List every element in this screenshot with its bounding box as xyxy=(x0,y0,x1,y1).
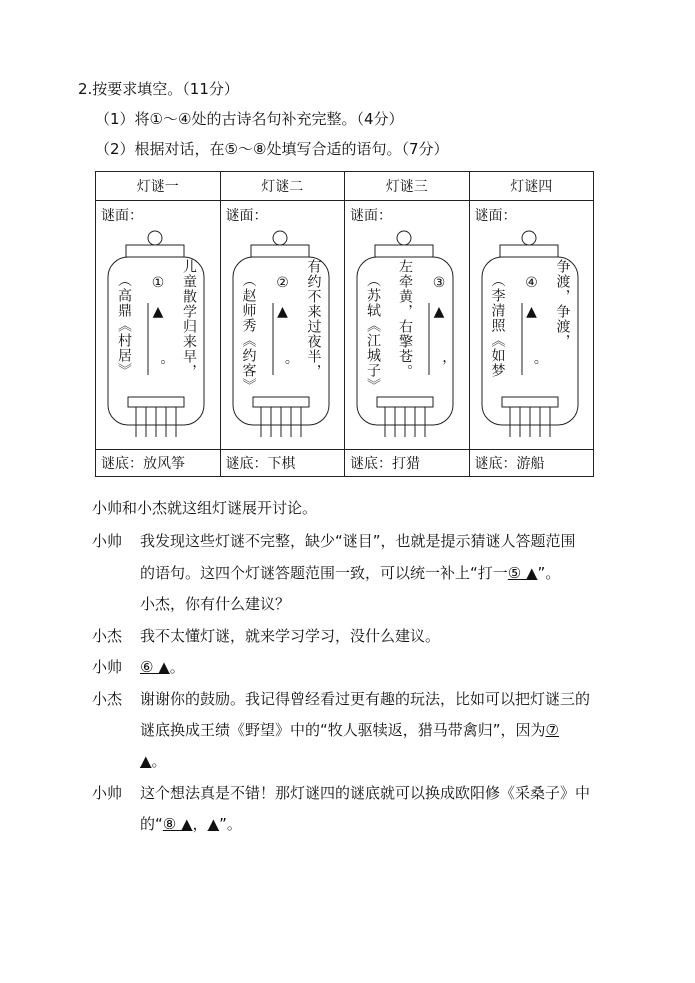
speaker-name: 小杰 xyxy=(92,690,123,708)
header-riddle-1: 灯谜一 xyxy=(96,172,221,201)
subquestion-2: （2）根据对话，在⑤～⑧处填写合适的语句。（7分） xyxy=(95,140,449,158)
face-label: 谜面： xyxy=(350,208,392,225)
riddle-face-2 xyxy=(220,201,345,450)
answer-blank-8b[interactable]: ▲ xyxy=(207,815,220,833)
header-riddle-4: 灯谜四 xyxy=(469,172,594,201)
dialog-intro: 小帅和小杰就这组灯谜展开讨论。 xyxy=(92,499,318,517)
triangle-marker: ▲ xyxy=(523,304,540,322)
dialog-line: 的语句。这四个灯谜答题范围一致，可以统一补上“打一⑤ ▲”。 xyxy=(140,564,561,582)
riddle-answer-3: 谜底：打猎 xyxy=(345,449,470,476)
speaker-name: 小帅 xyxy=(92,658,123,676)
lantern-icon xyxy=(221,223,345,437)
riddle-source: （高鼎《村居》 xyxy=(116,273,132,379)
dialog-line: 小帅 这个想法真是不错！那灯谜四的谜底就可以换成欧阳修《采桑子》中 xyxy=(92,784,591,802)
riddle-face-1 xyxy=(96,201,221,450)
dialog-line: 的“⑧ ▲，▲”。 xyxy=(140,815,242,833)
dialog-line: 小杰 谢谢你的鼓励。我记得曾经看过更有趣的玩法，比如可以把灯谜三的 xyxy=(92,690,591,708)
header-riddle-2: 灯谜二 xyxy=(220,172,345,201)
riddle-line: 争渡，争渡， xyxy=(554,259,571,350)
riddle-answer-2: 谜底：下棋 xyxy=(220,449,345,476)
answer-blank-5[interactable]: ⑤ ▲ xyxy=(507,564,538,582)
speaker-name: 小帅 xyxy=(92,784,123,802)
triangle-marker: ▲ xyxy=(431,304,447,322)
answer-blank-6[interactable]: ⑥ ▲ xyxy=(140,658,170,676)
blank-marker: ③ xyxy=(431,275,447,293)
answer-blank-7-cont[interactable]: ▲ xyxy=(140,752,152,770)
line-end-punct: 。 xyxy=(274,359,291,375)
riddle-source: （李清照《如梦 xyxy=(489,273,506,379)
line-end-punct: 。 xyxy=(150,359,166,375)
dialog-line: 小杰 我不太懂灯谜，就来学习学习，没什么建议。 xyxy=(92,627,441,645)
lantern-icon xyxy=(470,223,594,437)
triangle-marker: ▲ xyxy=(274,304,291,322)
speaker-name: 小杰 xyxy=(92,627,123,645)
riddle-line: 儿童散学归来早， xyxy=(181,259,197,380)
dialog-line: 小帅 ⑥ ▲。 xyxy=(92,658,185,676)
question-title: 2.按要求填空。（11分） xyxy=(78,80,239,98)
riddle-line: 有约不来过夜半， xyxy=(305,259,322,380)
riddle-answer-1: 谜底：放风筝 xyxy=(96,449,221,476)
dialog-line: 小帅 我发现这些灯谜不完整，缺少“谜目”，也就是提示猜谜人答题范围 xyxy=(92,532,576,550)
answer-blank-7[interactable]: ⑦ xyxy=(545,721,559,739)
subquestion-1: （1）将①～④处的古诗名句补充完整。（4分） xyxy=(95,110,404,128)
blank-marker: ④ xyxy=(523,275,540,293)
face-label: 谜面： xyxy=(225,208,268,225)
speaker-name: 小帅 xyxy=(92,532,123,550)
riddle-answer-4: 谜底：游船 xyxy=(469,449,594,476)
riddle-face-3 xyxy=(345,201,470,450)
riddle-source: （苏轼《江城子》 xyxy=(365,273,381,394)
header-riddle-3: 灯谜三 xyxy=(345,172,470,201)
riddle-face-4 xyxy=(469,201,594,450)
answer-blank-8a[interactable]: ⑧ ▲ xyxy=(162,815,193,833)
blank-marker: ② xyxy=(274,275,291,293)
dialog-line: ▲。 xyxy=(140,752,167,770)
blank-marker: ① xyxy=(150,275,166,293)
line-end-punct: 。 xyxy=(523,359,540,375)
lantern-icon xyxy=(96,223,220,437)
face-label: 谜面： xyxy=(101,208,143,225)
triangle-marker: ▲ xyxy=(150,304,166,322)
riddle-source: （赵师秀《约客》 xyxy=(240,273,257,394)
face-label: 谜面： xyxy=(474,208,517,225)
line-end-punct: ， xyxy=(431,359,447,375)
dialog-line: 谜底换成王绩《野望》中的“牧人驱犊返，猎马带禽归”，因为⑦ xyxy=(140,721,559,739)
dialog-line: 小杰，你有什么建议？ xyxy=(140,595,291,613)
riddle-line: 左牵黄，右擎苍。 xyxy=(397,259,413,380)
riddle-table xyxy=(95,171,594,477)
